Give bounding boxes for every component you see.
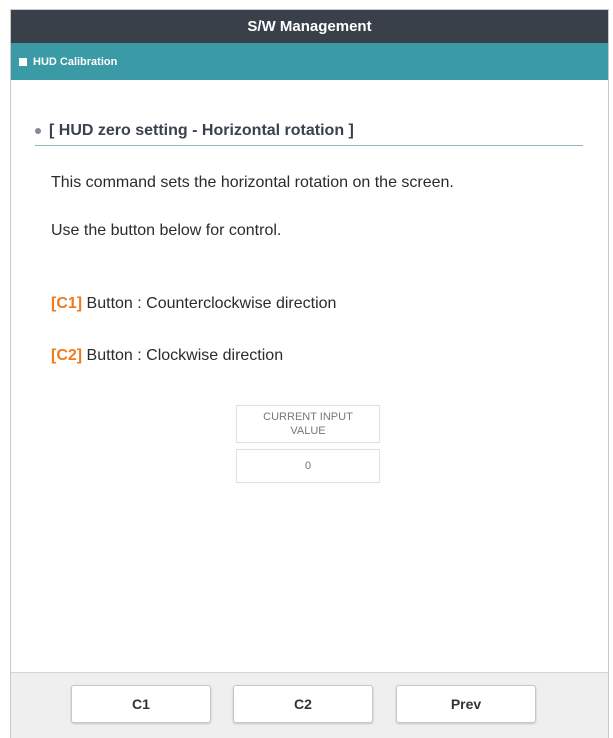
c1-button[interactable]: C1 [71, 685, 211, 723]
section-title: [ HUD zero setting - Horizontal rotation ] [49, 121, 354, 139]
c2-button[interactable]: C2 [233, 685, 373, 723]
current-input-value: 0 [236, 449, 380, 483]
window-title: S/W Management [247, 18, 372, 35]
section-heading [35, 116, 583, 146]
dot-bullet-icon [35, 128, 41, 134]
square-bullet-icon [19, 58, 27, 66]
instruction-c1 [51, 295, 336, 313]
description-line-2: Use the button below for control. [51, 222, 282, 239]
instruction-text: Button : Counterclockwise direction [82, 295, 337, 312]
instruction-tag: [C1] [51, 295, 83, 312]
instruction-c2 [51, 347, 283, 365]
title-bar [11, 10, 608, 43]
description-line-1: This command sets the horizontal rotation on the screen. [51, 174, 454, 191]
subheader-bar [11, 43, 608, 80]
app-window [10, 9, 609, 738]
instruction-tag: [C2] [51, 347, 83, 364]
instruction-text: Button : Clockwise direction [82, 347, 284, 364]
subheader-label: HUD Calibration [33, 55, 118, 68]
button-bar [11, 672, 608, 738]
prev-button[interactable]: Prev [396, 685, 536, 723]
current-input-label: CURRENT INPUT VALUE [236, 405, 380, 443]
